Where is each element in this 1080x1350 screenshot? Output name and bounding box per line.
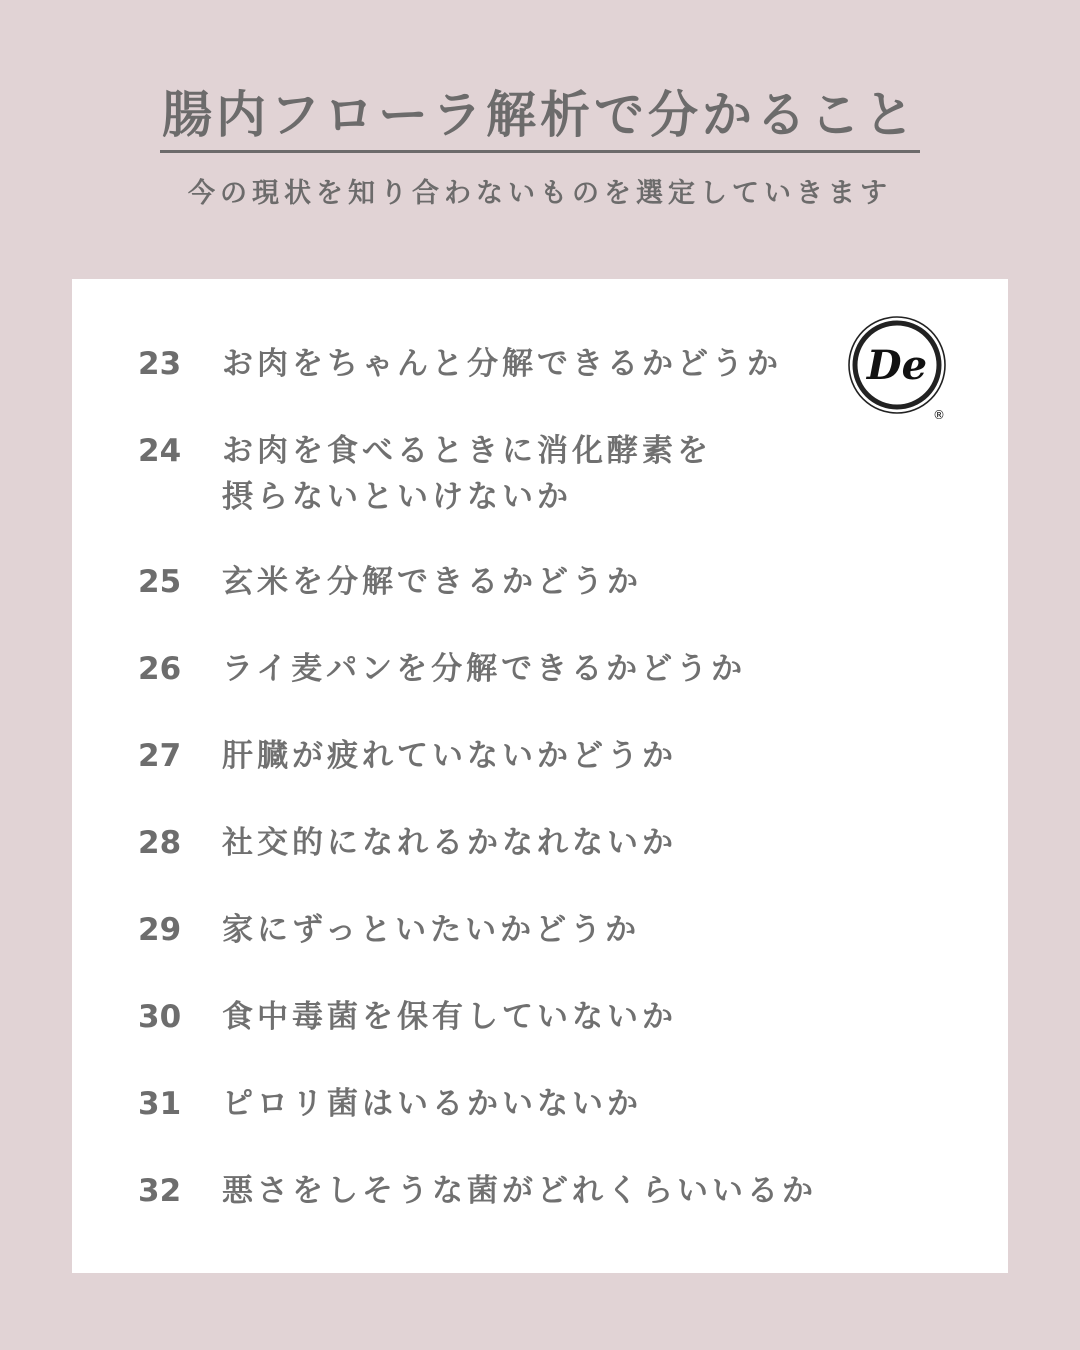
item-number: 25	[138, 564, 182, 600]
item-number: 30	[138, 999, 182, 1035]
item-text-line: ライ麦パンを分解できるかどうか	[222, 651, 747, 687]
item-text-line: 社交的になれるかなれないか	[222, 825, 677, 861]
item-text	[222, 1168, 842, 1214]
item-text-line: ピロリ菌はいるかいないか	[222, 1086, 642, 1122]
page-subtitle: 今の現状を知り合わないものを選定していきます	[188, 178, 892, 209]
item-number: 24	[138, 433, 182, 469]
item-text-line: 玄米を分解できるかどうか	[222, 564, 642, 600]
item-text	[222, 907, 842, 953]
item-text-line: お肉を食べるときに消化酵素を	[222, 433, 712, 469]
item-text-line: 悪さをしそうな菌がどれくらいいるか	[222, 1173, 817, 1209]
item-number: 26	[138, 651, 182, 687]
item-text	[222, 1081, 842, 1127]
header	[0, 80, 1080, 210]
item-number: 27	[138, 738, 182, 774]
item-number: 32	[138, 1173, 182, 1209]
item-number: 23	[138, 346, 182, 382]
item-text	[222, 820, 842, 866]
brand-logo	[847, 315, 951, 419]
item-text	[222, 994, 842, 1040]
item-text	[222, 559, 842, 605]
item-text	[222, 341, 842, 387]
registered-mark: ®	[933, 408, 945, 419]
item-text-line: 食中毒菌を保有していないか	[222, 999, 677, 1035]
item-text	[222, 733, 842, 779]
item-text-line: 摂らないといけないか	[222, 479, 572, 515]
item-number: 28	[138, 825, 182, 861]
page-title: 腸内フローラ解析で分かること	[160, 80, 920, 153]
item-text-line: お肉をちゃんと分解できるかどうか	[222, 346, 782, 382]
content-card	[72, 279, 1008, 1273]
item-number: 31	[138, 1086, 182, 1122]
item-number: 29	[138, 912, 182, 948]
item-text-line: 家にずっといたいかどうか	[222, 912, 641, 948]
item-text-line: 肝臓が疲れていないかどうか	[222, 738, 677, 774]
item-text	[222, 646, 842, 692]
logo-monogram: De	[866, 342, 928, 389]
item-text	[222, 428, 842, 520]
